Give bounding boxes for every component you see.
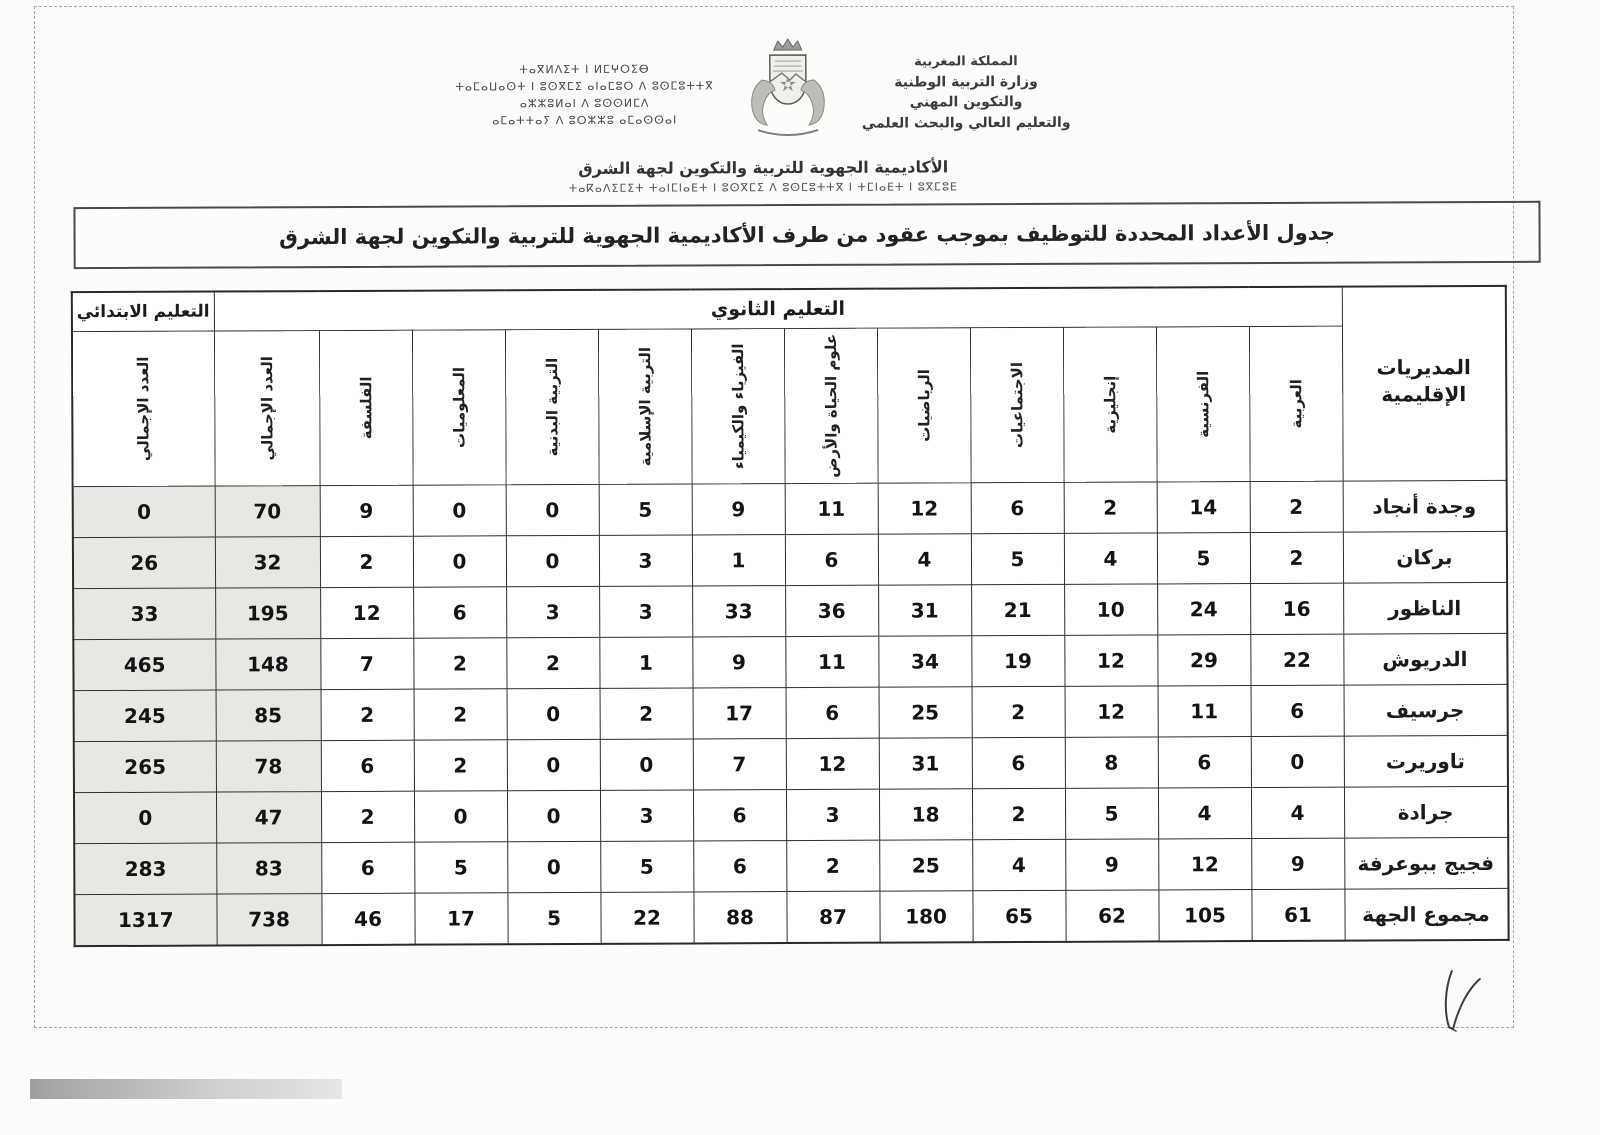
count-cell: 47 — [216, 792, 321, 843]
table-header — [72, 286, 1506, 487]
tifinagh-line: ⴰⵎⴰⵜⵜⴰⵢ ⴷ ⵓⵔⵣⵣⵓ ⴰⵎⴰⵙⵙⴰⵏ — [492, 113, 678, 128]
count-cell: 0 — [507, 739, 600, 790]
count-cell: 25 — [879, 687, 972, 738]
count-cell: 2 — [600, 688, 693, 739]
count-cell: 1317 — [74, 894, 216, 946]
count-cell: 17 — [414, 893, 507, 945]
directorate-name: الدريوش — [1343, 633, 1507, 685]
coat-of-arms-icon — [739, 36, 836, 152]
count-cell: 8 — [1065, 737, 1158, 788]
letterhead-row — [455, 35, 1070, 154]
column-header-computer-science: المعلوميات — [412, 330, 506, 485]
count-cell: 6 — [971, 482, 1064, 533]
column-header-physical-education: التربية البدنية — [505, 329, 599, 484]
directorate-name: وجدة أنجاد — [1343, 480, 1507, 532]
count-cell: 4 — [878, 534, 971, 585]
band-row — [72, 286, 1506, 332]
academy-name: الأكاديمية الجهوية للتربية والتكوين لجهة الشرق — [578, 157, 949, 178]
staffing-table — [71, 285, 1509, 947]
count-cell: 16 — [1250, 583, 1343, 634]
subject-header-row — [72, 325, 1506, 486]
count-cell: 6 — [693, 841, 786, 892]
count-cell: 3 — [600, 790, 693, 841]
count-cell: 2 — [1250, 481, 1343, 532]
count-cell: 2 — [413, 638, 506, 689]
count-cell: 36 — [785, 585, 878, 636]
count-cell: 0 — [506, 484, 599, 535]
count-cell: 29 — [1157, 635, 1250, 686]
count-cell: 22 — [1250, 634, 1343, 685]
count-cell: 83 — [216, 843, 321, 894]
count-cell: 11 — [785, 636, 878, 687]
count-cell: 6 — [1251, 685, 1344, 736]
count-cell: 9 — [320, 485, 413, 536]
count-cell: 6 — [413, 587, 506, 638]
column-header-primary-total: العدد الإجمالي — [72, 331, 215, 487]
count-cell: 34 — [878, 636, 971, 687]
count-cell: 7 — [693, 739, 786, 790]
tifinagh-text-block — [455, 60, 714, 129]
count-cell: 0 — [507, 790, 600, 841]
table-row — [73, 480, 1507, 537]
count-cell: 9 — [692, 484, 785, 535]
count-cell: 87 — [786, 891, 879, 943]
column-header-islamic-education: التربية الإسلامية — [598, 329, 692, 484]
count-cell: 9 — [1251, 838, 1344, 889]
column-header-mathematics: الرياضيات — [877, 328, 971, 483]
count-cell: 3 — [599, 586, 692, 637]
count-cell: 4 — [1064, 533, 1157, 584]
count-cell: 3 — [599, 535, 692, 586]
count-cell: 0 — [413, 536, 506, 587]
count-cell: 22 — [600, 892, 693, 944]
table-row — [73, 633, 1507, 690]
count-cell: 1 — [599, 637, 692, 688]
count-cell: 9 — [692, 637, 785, 688]
column-header-arabic: العربية — [1249, 326, 1343, 481]
count-cell: 180 — [879, 891, 972, 943]
directorate-name: مجموع الجهة — [1344, 888, 1508, 940]
count-cell: 62 — [1065, 890, 1158, 942]
pen-mark-icon — [1440, 969, 1500, 1039]
count-cell: 61 — [1251, 889, 1344, 941]
count-cell: 6 — [785, 534, 878, 585]
table-row — [74, 786, 1508, 843]
count-cell: 11 — [785, 483, 878, 534]
document-title: جدول الأعداد المحددة للتوظيف بموجب عقود من طرف الأكاديمية الجهوية للتربية والتكوين لجهة الشرق — [73, 201, 1540, 269]
count-cell: 0 — [413, 485, 506, 536]
count-cell: 2 — [506, 637, 599, 688]
scanner-artifact-strip — [30, 1079, 342, 1099]
count-cell: 2 — [321, 689, 414, 740]
count-cell: 5 — [600, 841, 693, 892]
column-header-english: إنجليزية — [1063, 327, 1157, 482]
table-row — [74, 837, 1508, 894]
count-cell: 6 — [972, 737, 1065, 788]
ministry-line: وزارة التربية الوطنية — [894, 73, 1038, 91]
count-cell: 2 — [1250, 532, 1343, 583]
count-cell: 2 — [1064, 482, 1157, 533]
count-cell: 17 — [693, 688, 786, 739]
count-cell: 26 — [73, 537, 215, 589]
count-cell: 2 — [414, 740, 507, 791]
count-cell: 2 — [972, 788, 1065, 839]
count-cell: 738 — [216, 894, 321, 946]
tifinagh-line: ⴰⵣⵣⵓⵍⴰⵏ ⴷ ⵓⵙⵙⵍⵎⴷ — [519, 96, 650, 111]
count-cell: 0 — [414, 791, 507, 842]
tifinagh-line: ⵜⴰⵎⴰⵡⴰⵙⵜ ⵏ ⵓⵙⴳⵎⵉ ⴰⵏⴰⵎⵓⵔ ⴷ ⵓⵙⵎⵓⵜⵜⴳ — [455, 79, 714, 94]
table-row — [73, 531, 1507, 588]
column-header-life-earth-sciences: علوم الحياة والأرض — [784, 328, 878, 483]
column-header-social-studies: الاجتماعيات — [970, 327, 1064, 482]
primary-education-band: التعليم الابتدائي — [72, 292, 214, 332]
count-cell: 3 — [786, 789, 879, 840]
count-cell: 31 — [878, 585, 971, 636]
count-cell: 18 — [879, 789, 972, 840]
count-cell: 6 — [693, 790, 786, 841]
count-cell: 70 — [215, 486, 320, 537]
count-cell: 21 — [971, 584, 1064, 635]
letterhead — [0, 33, 1528, 198]
table-row — [73, 582, 1507, 639]
count-cell: 19 — [971, 635, 1064, 686]
count-cell: 5 — [507, 892, 600, 944]
count-cell: 9 — [1065, 839, 1158, 890]
count-cell: 11 — [1158, 686, 1251, 737]
column-header-philosophy: الفلسفة — [319, 330, 413, 485]
count-cell: 33 — [73, 588, 215, 640]
count-cell: 4 — [1158, 788, 1251, 839]
academy-name-tifinagh: ⵜⴰⴽⴰⴷⵉⵎⵉⵜ ⵜⴰⵏⵎⵏⴰⴹⵜ ⵏ ⵓⵙⴳⵎⵉ ⴷ ⵓⵙⵎⵓⵜⵜⴳ ⵏ ⵜⵎⵏⴰⴹⵜ ⵏ ⵓⴳⵎⵓⴹ — [568, 180, 958, 196]
count-cell: 6 — [321, 842, 414, 893]
count-cell: 12 — [1065, 686, 1158, 737]
column-header-physics-chemistry: الفيزياء والكيمياء — [691, 329, 785, 484]
count-cell: 5 — [599, 484, 692, 535]
count-cell: 0 — [506, 535, 599, 586]
directorate-name: بركان — [1343, 531, 1507, 583]
count-cell: 65 — [972, 890, 1065, 942]
count-cell: 283 — [74, 843, 216, 895]
count-cell: 2 — [786, 840, 879, 891]
count-cell: 245 — [74, 690, 216, 742]
count-cell: 88 — [693, 892, 786, 944]
count-cell: 6 — [786, 687, 879, 738]
count-cell: 12 — [878, 483, 971, 534]
count-cell: 0 — [73, 486, 215, 538]
count-cell: 2 — [414, 689, 507, 740]
table-row — [74, 684, 1508, 741]
count-cell: 148 — [215, 639, 320, 690]
count-cell: 78 — [216, 741, 321, 792]
count-cell: 265 — [74, 741, 216, 793]
count-cell: 0 — [600, 739, 693, 790]
column-header-french: الفرنسية — [1156, 327, 1250, 482]
directorate-name: فجيج ببوعرفة — [1344, 837, 1508, 889]
count-cell: 46 — [321, 893, 414, 945]
count-cell: 24 — [1157, 584, 1250, 635]
table-row — [74, 888, 1508, 946]
count-cell: 0 — [1251, 736, 1344, 787]
count-cell: 4 — [1251, 787, 1344, 838]
count-cell: 85 — [216, 690, 321, 741]
count-cell: 31 — [879, 738, 972, 789]
count-cell: 0 — [507, 841, 600, 892]
ministry-line: والتكوين المهني — [909, 94, 1023, 111]
count-cell: 3 — [506, 586, 599, 637]
count-cell: 7 — [320, 638, 413, 689]
count-cell: 25 — [879, 840, 972, 891]
directorate-name: تاوريرت — [1344, 735, 1508, 787]
count-cell: 32 — [215, 537, 320, 588]
kingdom-line: المملكة المغربية — [914, 54, 1018, 70]
ministry-text-block — [862, 53, 1071, 134]
count-cell: 5 — [971, 533, 1064, 584]
directorate-name: جرادة — [1344, 786, 1508, 838]
count-cell: 4 — [972, 839, 1065, 890]
secondary-education-band: التعليم الثانوي — [214, 287, 1342, 331]
count-cell: 6 — [321, 740, 414, 791]
ministry-line: والتعليم العالي والبحث العلمي — [861, 114, 1071, 132]
count-cell: 12 — [320, 587, 413, 638]
count-cell: 465 — [73, 639, 215, 691]
count-cell: 5 — [414, 842, 507, 893]
count-cell: 5 — [1157, 533, 1250, 584]
count-cell: 2 — [972, 686, 1065, 737]
count-cell: 10 — [1064, 584, 1157, 635]
count-cell: 12 — [1158, 839, 1251, 890]
count-cell: 105 — [1158, 890, 1251, 942]
count-cell: 12 — [1064, 635, 1157, 686]
count-cell: 6 — [1158, 737, 1251, 788]
directorates-corner-label: المديريات الإقليمية — [1342, 286, 1506, 481]
count-cell: 0 — [74, 792, 216, 844]
count-cell: 1 — [692, 535, 785, 586]
count-cell: 2 — [320, 536, 413, 587]
table-row — [74, 735, 1508, 792]
count-cell: 195 — [215, 588, 320, 639]
count-cell: 12 — [786, 738, 879, 789]
count-cell: 2 — [321, 791, 414, 842]
table-body — [73, 480, 1508, 946]
column-header-secondary-total: العدد الإجمالي — [214, 331, 320, 486]
count-cell: 14 — [1157, 482, 1250, 533]
directorate-name: الناظور — [1343, 582, 1507, 634]
directorate-name: جرسيف — [1344, 684, 1508, 736]
count-cell: 0 — [507, 688, 600, 739]
count-cell: 33 — [692, 586, 785, 637]
count-cell: 5 — [1065, 788, 1158, 839]
tifinagh-line: ⵜⴰⴳⵍⴷⵉⵜ ⵏ ⵍⵎⵖⵔⵉⴱ — [519, 62, 650, 77]
